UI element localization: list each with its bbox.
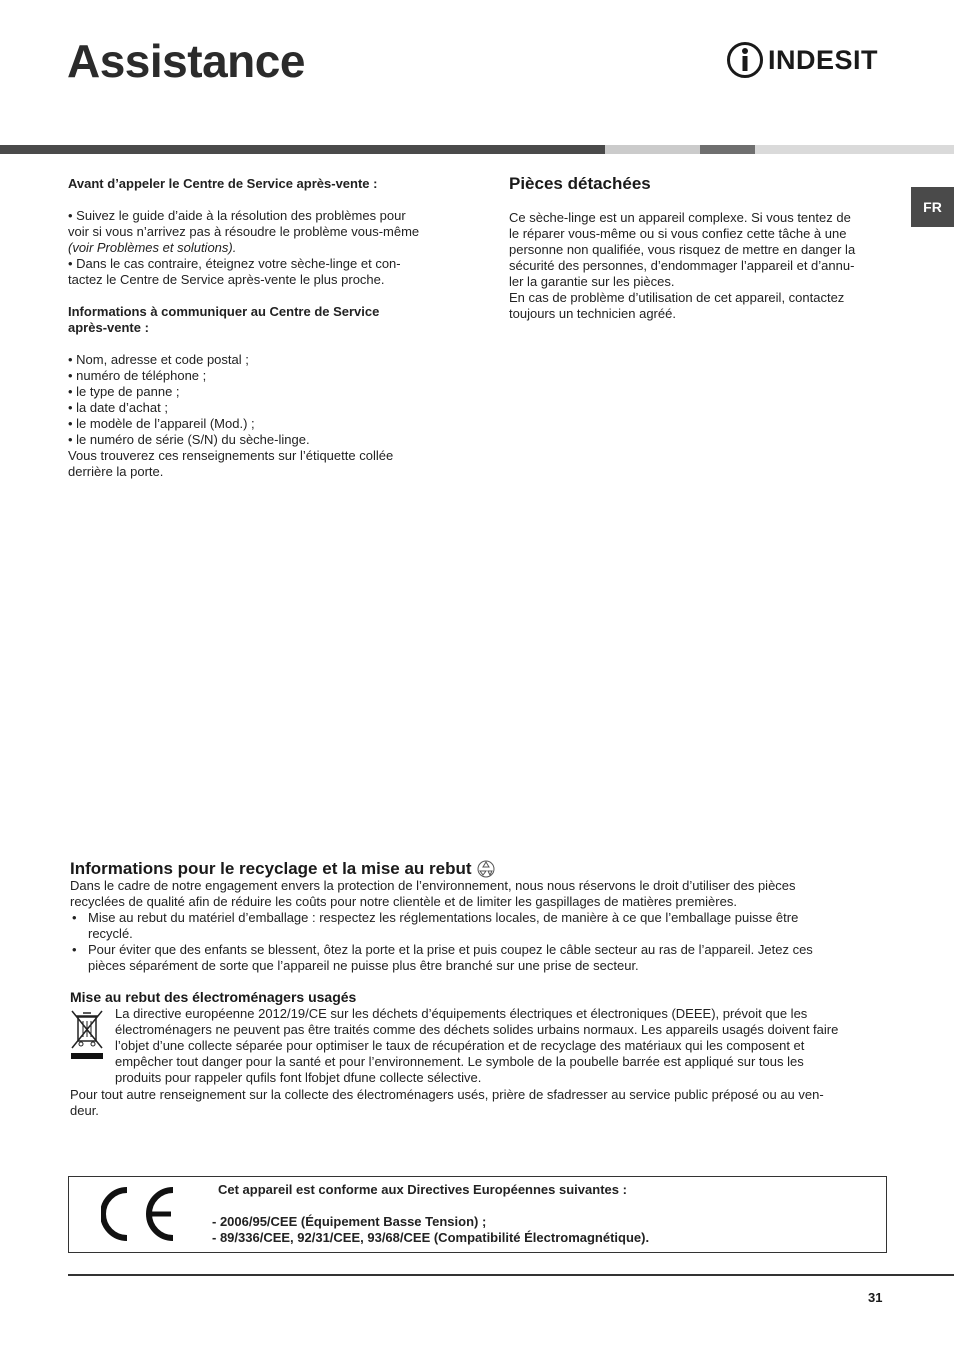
brand-name: INDESIT bbox=[768, 44, 879, 75]
header-rule-mid bbox=[700, 145, 755, 154]
recycling-title: Informations pour le recyclage et la mise au rebut bbox=[70, 859, 472, 878]
recycling-heading bbox=[70, 859, 496, 879]
weee-line: l’objet d’une collecte séparée pour optimiser le taux de récupération et de recyclage des matériaux qui les composent et bbox=[115, 1038, 805, 1053]
spare-parts-text bbox=[509, 210, 899, 322]
left-text-line: (voir Problèmes et solutions). bbox=[68, 240, 237, 255]
weee-heading: Mise au rebut des électroménagers usagés bbox=[70, 989, 357, 1005]
header-rule-pale bbox=[755, 145, 954, 154]
spare-parts-line: personne non qualifiée, vous risquez de mettre en danger la bbox=[509, 242, 856, 257]
indesit-i-icon bbox=[726, 40, 764, 80]
weee-line: produits pour rappeler qufils font lfobjet dfune collecte sélective. bbox=[115, 1070, 482, 1085]
list-item: • Nom, adresse et code postal ; bbox=[68, 352, 249, 367]
recycling-bullet: • Pour éviter que des enfants se blessent, ôtez la porte et la prise et puis coupez le câble secteur au ras de l’appareil. Jetez ces pièces séparément de sorte que l’appareil ne puisse plus être branché sur une prise de secteur. bbox=[70, 942, 880, 974]
page-number: 31 bbox=[868, 1290, 883, 1305]
bullet-text: Pour éviter que des enfants se blessent, ôtez la porte et la prise et puis coupez le câble secteur au ras de l’appareil. Jetez ces bbox=[88, 942, 813, 957]
left-column bbox=[68, 176, 468, 480]
list-item: • le modèle de l’appareil (Mod.) ; bbox=[68, 416, 255, 431]
spare-parts-line: En cas de problème d’utilisation de cet appareil, contactez bbox=[509, 290, 845, 305]
spare-parts-line: le réparer vous-même ou si vous confiez cette tâche à une bbox=[509, 226, 847, 241]
bullet-text: Mise au rebut du matériel d’emballage : respectez les réglementations locales, de manière à ce que l’emballage puisse être bbox=[88, 910, 799, 925]
left-text-line: derrière la porte. bbox=[68, 464, 164, 479]
language-tab: FR bbox=[911, 187, 954, 227]
ce-mark-icon bbox=[101, 1186, 181, 1242]
footer-rule bbox=[68, 1274, 954, 1276]
spare-parts-line: toujours un technicien agréé. bbox=[509, 306, 676, 321]
list-item: • numéro de téléphone ; bbox=[68, 368, 207, 383]
recycling-intro: Dans le cadre de notre engagement envers la protection de l’environnement, nous nous réservons le droit d’utiliser des pièces bbox=[70, 878, 796, 893]
list-item: • la date d’achat ; bbox=[68, 400, 168, 415]
bullet-text: pièces séparément de sorte que l’appareil ne puisse plus être branché sur une prise de secteur. bbox=[88, 958, 639, 973]
left-text-line: • Suivez le guide d’aide à la résolution des problèmes pour bbox=[68, 208, 406, 223]
indesit-logo bbox=[726, 40, 878, 80]
recycling-intro: recyclées de qualité afin de réduire les coûts pour notre clientèle et de limiter les gaspillages de matières premières. bbox=[70, 894, 737, 909]
header-rule-dark bbox=[0, 145, 605, 154]
ce-line: Cet appareil est conforme aux Directives Européennes suivantes : bbox=[218, 1182, 627, 1197]
recycling-bullet: • Mise au rebut du matériel d’emballage : respectez les réglementations locales, de manière à ce que l’emballage puisse être recyclé. bbox=[70, 910, 880, 942]
ce-line: - 89/336/CEE, 92/31/CEE, 93/68/CEE (Compatibilité Électromagnétique). bbox=[212, 1230, 650, 1245]
info-heading: après-vente : bbox=[68, 320, 149, 335]
left-text-line: • Dans le cas contraire, éteignez votre sèche-linge et con- bbox=[68, 256, 401, 271]
weee-line: La directive européenne 2012/19/CE sur les déchets d’équipements électriques et électroniques (DEEE), prévoit que les bbox=[115, 1006, 808, 1021]
list-item: • le type de panne ; bbox=[68, 384, 180, 399]
ce-conformity-box bbox=[68, 1176, 887, 1253]
weee-line: électroménagers ne peuvent pas être traités comme des déchets solides urbains normaux. Les appareils usagés doivent faire bbox=[115, 1022, 839, 1037]
spare-parts-heading: Pièces détachées bbox=[509, 174, 651, 193]
list-item: • le numéro de série (S/N) du sèche-linge. bbox=[68, 432, 310, 447]
recycle-icon bbox=[476, 859, 496, 879]
weee-line: empêcher tout danger pour la santé et pour l’environnement. Le symbole de la poubelle barrée est appliqué sur tous les bbox=[115, 1054, 804, 1069]
left-text-line: tactez le Centre de Service après-vente le plus proche. bbox=[68, 272, 385, 287]
spare-parts-line: ler la garantie sur les pièces. bbox=[509, 274, 675, 289]
left-text-line: Vous trouverez ces renseignements sur l’étiquette collée bbox=[68, 448, 394, 463]
crossed-bin-icon bbox=[69, 1008, 105, 1064]
spare-parts-line: sécurité des personnes, d’endommager l’appareil et d’annu- bbox=[509, 258, 855, 273]
ce-line: - 2006/95/CEE (Équipement Basse Tension) ; bbox=[212, 1214, 487, 1229]
recycling-footer bbox=[70, 1087, 880, 1119]
recycling-body bbox=[70, 878, 880, 974]
info-heading: Informations à communiquer au Centre de Service bbox=[68, 304, 380, 319]
footer-line: Pour tout autre renseignement sur la collecte des électroménagers usés, prière de sfadresser au service public préposé ou au ven- bbox=[70, 1087, 824, 1102]
left-text-line: voir si vous n’arrivez pas à résoudre le problème vous-même bbox=[68, 224, 420, 239]
ce-text bbox=[212, 1182, 872, 1246]
weee-text bbox=[115, 1006, 885, 1086]
bullet-text: recyclé. bbox=[88, 926, 133, 941]
footer-line: deur. bbox=[70, 1103, 99, 1118]
before-calling-heading: Avant d’appeler le Centre de Service après-vente : bbox=[68, 176, 378, 191]
header-rule-light bbox=[605, 145, 700, 154]
spare-parts-line: Ce sèche-linge est un appareil complexe. Si vous tentez de bbox=[509, 210, 851, 225]
page-title: Assistance bbox=[67, 35, 305, 87]
